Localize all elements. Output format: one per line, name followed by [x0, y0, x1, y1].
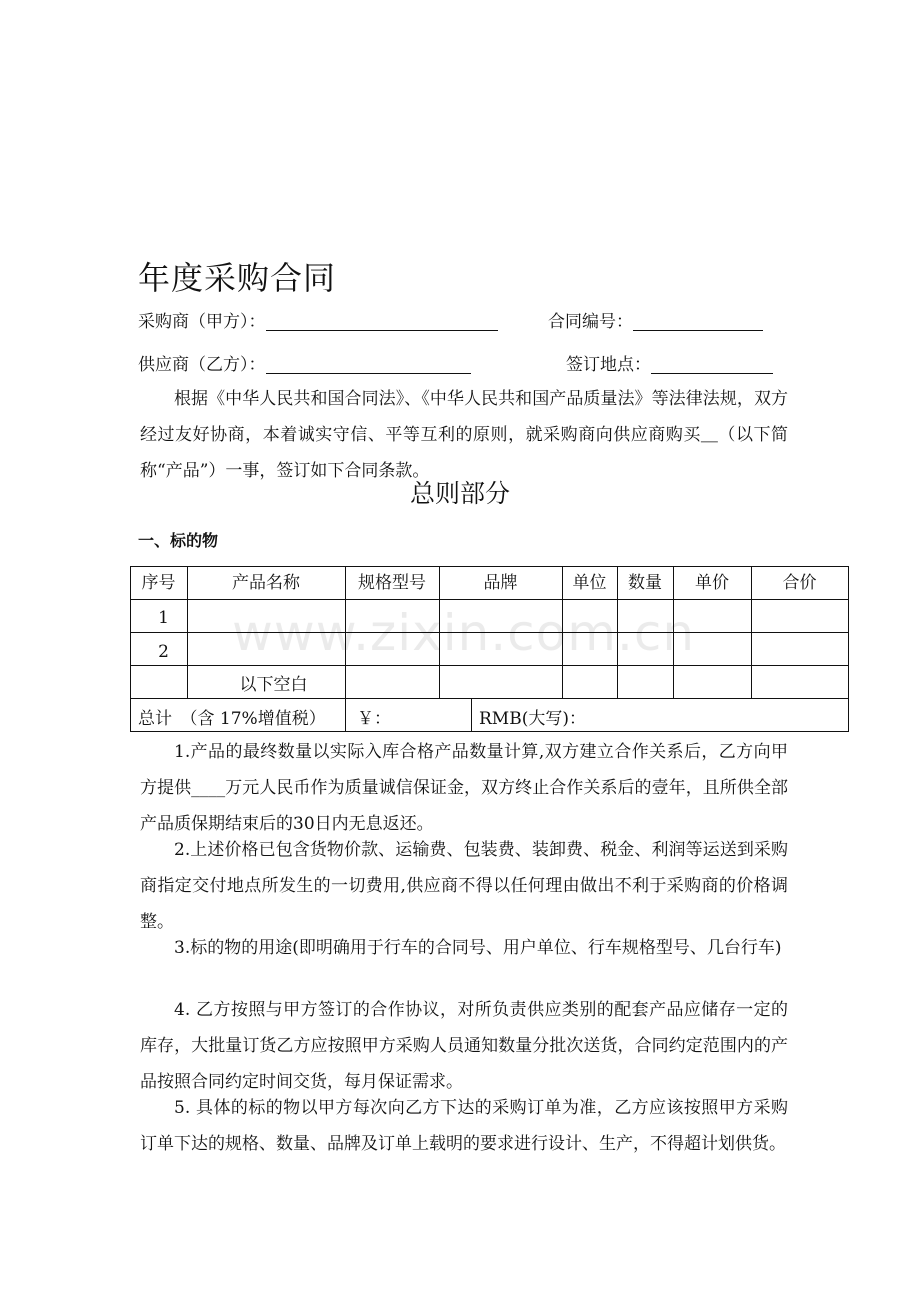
header-unit-price: 单价 — [695, 573, 729, 593]
contract-no-label: 合同编号： — [548, 312, 633, 332]
header-quantity: 数量 — [628, 573, 662, 593]
header-unit: 单位 — [572, 573, 607, 593]
contract-no-field — [548, 309, 763, 335]
clause-3: 3.标的物的用途(即明确用于行车的合同号、用户单位、行车规格型号、几台行车) — [174, 938, 782, 958]
subject-matter-table — [130, 566, 849, 732]
general-section-title: 总则部分 — [409, 479, 510, 508]
row-1-seq: 1 — [158, 608, 169, 628]
total-currency: ￥： — [357, 709, 391, 729]
header-product-name: 产品名称 — [232, 573, 300, 593]
buyer-field — [138, 309, 498, 335]
header-brand: 品牌 — [483, 573, 518, 593]
header-spec-model: 规格型号 — [358, 573, 426, 593]
supplier-blank[interactable] — [266, 355, 471, 374]
supplier-label: 供应商（乙方）： — [138, 355, 266, 375]
sign-place-field — [566, 352, 773, 378]
clause-5: 5. 具体的标的物以甲方每次向乙方下达的采购订单为准，乙方应该按照甲方采购订单下达的规格、数量、品牌及订单上载明的要求进行设计、生产，不得超计划供货。 — [140, 1098, 788, 1154]
sign-place-label: 签订地点： — [566, 355, 651, 375]
clause-1: 1.产品的最终数量以实际入库合格产品数量计算,双方建立合作关系后，乙方向甲方提供____万元人民币作为质量诚信保证金，双方终止合作关系后的壹年，且所供全部产品质保期结束后的30日内无息返还。 — [140, 742, 788, 834]
clause-2: 2.上述价格已包含货物价款、运输费、包装费、装卸费、税金、利润等运送到采购商指定交付地点所发生的一切费用,供应商不得以任何理由做出不利于采购商的价格调整。 — [140, 840, 788, 932]
buyer-blank[interactable] — [266, 312, 498, 331]
row-2-seq: 2 — [158, 642, 169, 662]
subject-matter-heading: 一、标的物 — [138, 531, 219, 550]
intro-paragraph: 根据《中华人民共和国合同法》、《中华人民共和国产品质量法》等法律法规，双方经过友好协商，本着诚实守信、平等互利的原则，就采购商向供应商购买＿（以下简称“产品”）一事，签订如下合同条款。 — [140, 389, 788, 481]
header-seq: 序号 — [141, 573, 176, 593]
sign-place-blank[interactable] — [651, 355, 773, 374]
supplier-field — [138, 352, 471, 378]
clause-4: 4. 乙方按照与甲方签订的合作协议，对所负责供应类别的配套产品应储存一定的库存，大批量订货乙方应按照甲方采购人员通知数量分批次送货，合同约定范围内的产品按照合同约定时间交货，每月保证需求。 — [140, 1000, 788, 1092]
contract-no-blank[interactable] — [633, 312, 763, 331]
site-watermark: www.zixin.com.cn — [232, 604, 696, 662]
header-total-price: 合价 — [782, 573, 817, 593]
row-blank-note: 以下空白 — [239, 675, 308, 695]
total-rmb-caps: RMB(大写)： — [479, 709, 586, 729]
buyer-label: 采购商（甲方）： — [138, 312, 266, 332]
contract-title: 年度采购合同 — [138, 259, 337, 297]
total-label: 总计 （含 17%增值税） — [138, 709, 326, 729]
